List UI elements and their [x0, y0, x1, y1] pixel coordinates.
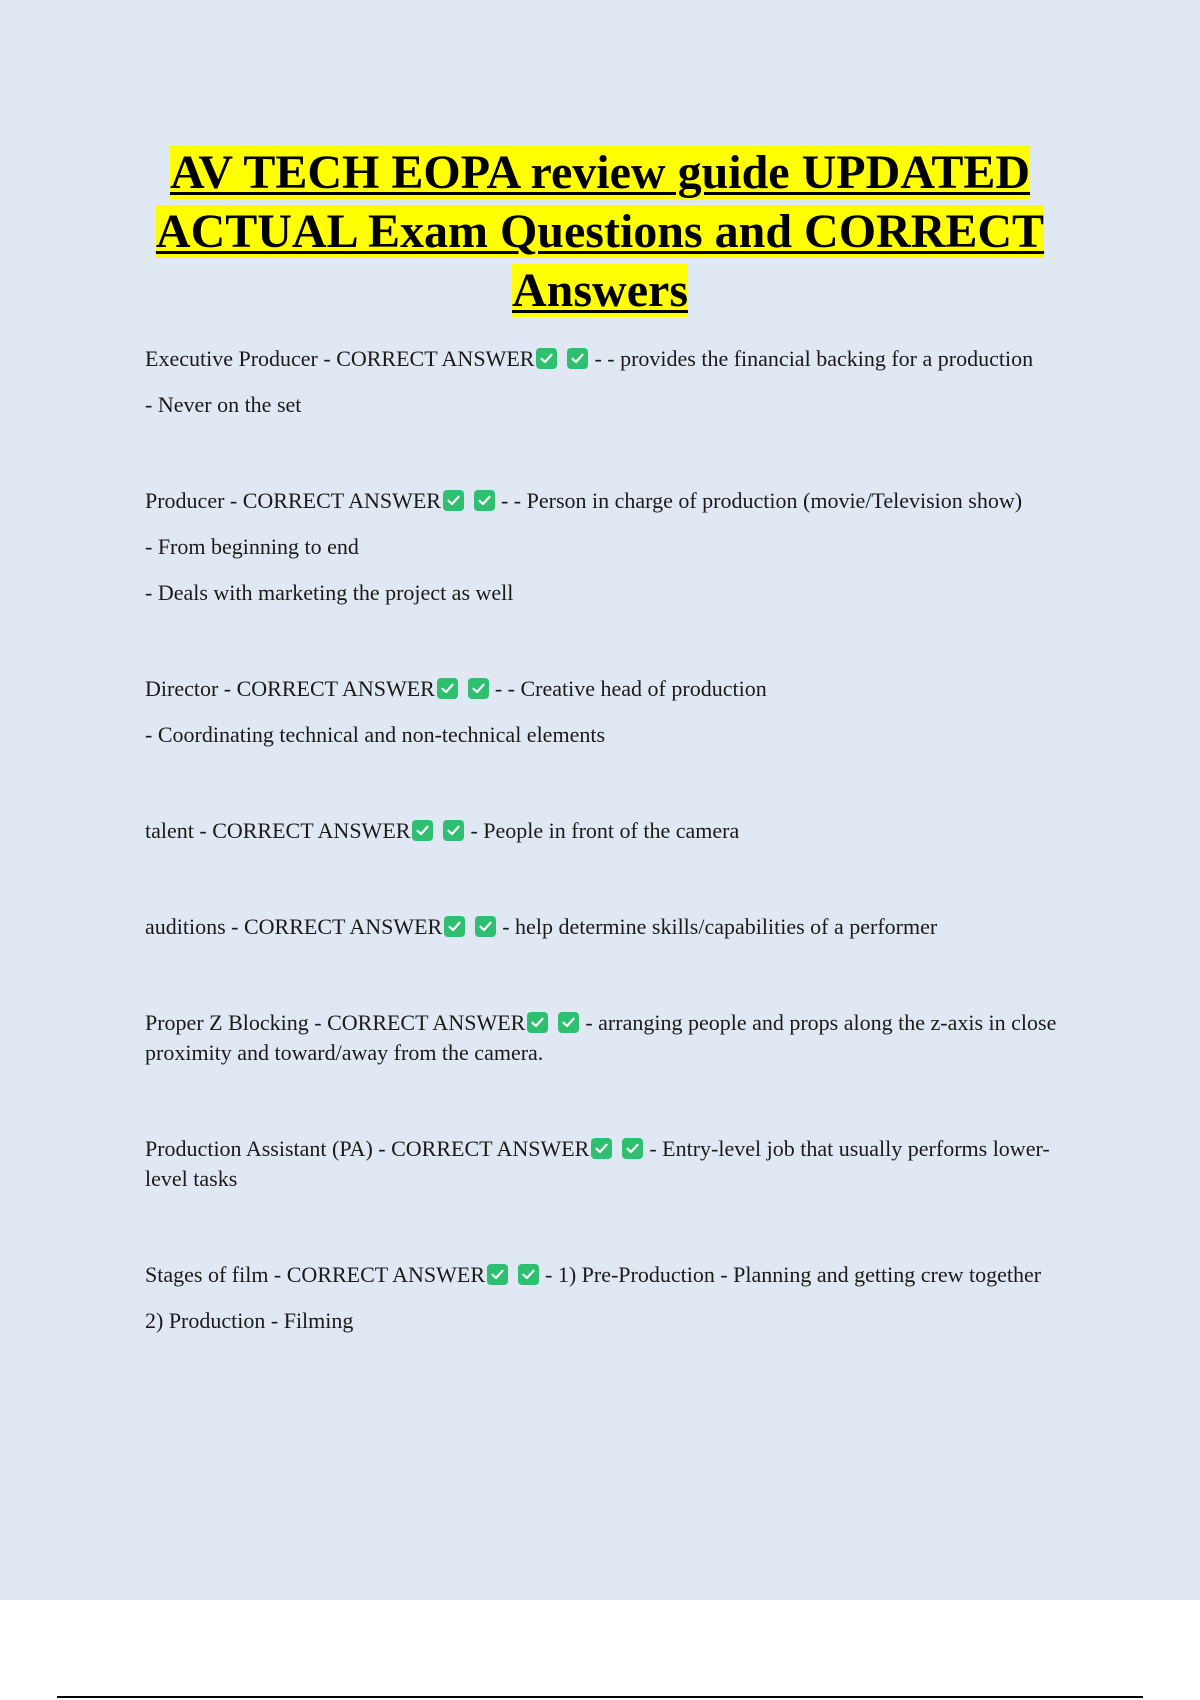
qa-extra-line: - Deals with marketing the project as well: [145, 580, 514, 605]
qa-line: [145, 486, 1090, 516]
qa-line: [145, 912, 1090, 942]
document-title: AV TECH EOPA review guide UPDATED ACTUAL Exam Questions and CORRECT Answers: [155, 146, 1045, 317]
check-mark-button-icon: [443, 820, 464, 841]
qa-extra-line: - Never on the set: [145, 392, 302, 417]
qa-answer: - - provides the financial backing for a production: [594, 346, 1034, 371]
check-mark-button-icon: [567, 348, 588, 369]
check-mark-button-icon: [443, 490, 464, 511]
qa-answer: - - Creative head of production: [494, 676, 767, 701]
qa-line: [145, 344, 1090, 374]
check-mark-button-icon: [487, 1264, 508, 1285]
qa-term: Producer - CORRECT ANSWER: [145, 488, 441, 513]
qa-extra-line: - From beginning to end: [145, 534, 359, 559]
qa-entry: [145, 1008, 1090, 1068]
qa-answer: - 1) Pre-Production - Planning and getting crew together: [545, 1262, 1042, 1287]
qa-extra-line: - Coordinating technical and non-technical elements: [145, 722, 606, 747]
qa-entry: [145, 344, 1090, 420]
qa-term: Production Assistant (PA) - CORRECT ANSWER: [145, 1136, 590, 1161]
qa-line: [145, 674, 1090, 704]
qa-list: [145, 344, 1090, 1402]
qa-answer: - arranging people and props along the z-axis in close proximity and toward/away from the camera.: [145, 1010, 1057, 1065]
qa-line: [145, 816, 1090, 846]
qa-term: Proper Z Blocking - CORRECT ANSWER: [145, 1010, 526, 1035]
qa-answer: - help determine skills/capabilities of a performer: [502, 914, 938, 939]
check-mark-button-icon: [437, 678, 458, 699]
qa-answer: - - Person in charge of production (movie/Television show): [500, 488, 1023, 513]
check-mark-button-icon: [468, 678, 489, 699]
qa-answer: - People in front of the camera: [470, 818, 740, 843]
qa-line: [145, 1260, 1090, 1290]
qa-entry: [145, 674, 1090, 750]
qa-entry: [145, 1260, 1090, 1336]
qa-term: auditions - CORRECT ANSWER: [145, 914, 443, 939]
check-mark-button-icon: [518, 1264, 539, 1285]
check-mark-button-icon: [622, 1138, 643, 1159]
qa-line: [145, 1008, 1090, 1068]
qa-term: Executive Producer - CORRECT ANSWER: [145, 346, 535, 371]
check-mark-button-icon: [475, 916, 496, 937]
qa-term: Stages of film - CORRECT ANSWER: [145, 1262, 485, 1287]
footer-divider: [57, 1696, 1143, 1698]
check-mark-button-icon: [474, 490, 495, 511]
qa-entry: [145, 486, 1090, 608]
check-mark-button-icon: [527, 1012, 548, 1033]
qa-term: Director - CORRECT ANSWER: [145, 676, 435, 701]
check-mark-button-icon: [412, 820, 433, 841]
qa-entry: [145, 816, 1090, 846]
qa-term: talent - CORRECT ANSWER: [145, 818, 411, 843]
qa-extra-line: 2) Production - Filming: [145, 1308, 354, 1333]
check-mark-button-icon: [444, 916, 465, 937]
check-mark-button-icon: [536, 348, 557, 369]
qa-answer: - Entry-level job that usually performs lower-level tasks: [145, 1136, 1050, 1191]
qa-line: [145, 1134, 1090, 1194]
check-mark-button-icon: [558, 1012, 579, 1033]
qa-entry: [145, 912, 1090, 942]
qa-entry: [145, 1134, 1090, 1194]
check-mark-button-icon: [591, 1138, 612, 1159]
title-block: [100, 143, 1100, 320]
